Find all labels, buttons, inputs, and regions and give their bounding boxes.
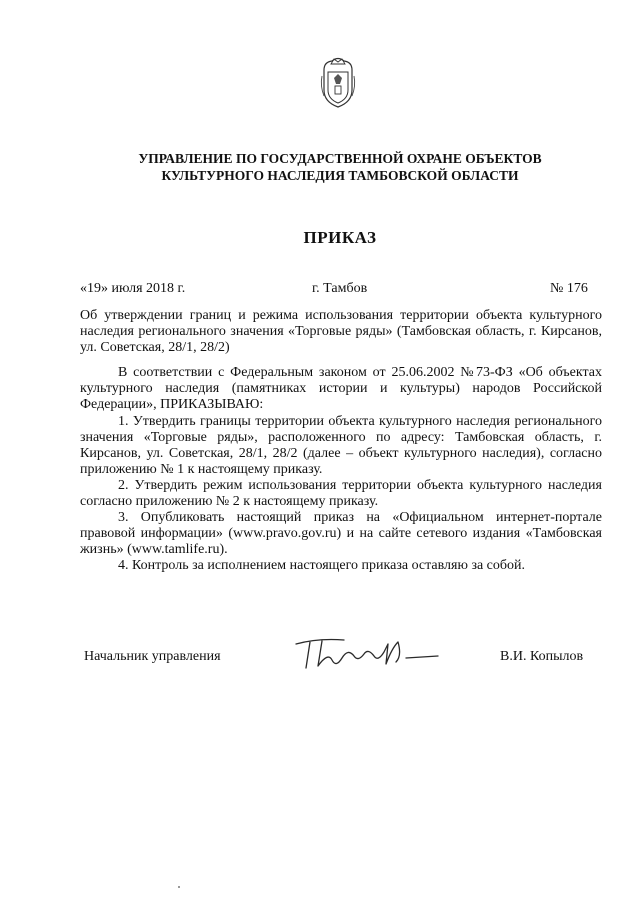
preamble: В соответствии с Федеральным законом от 25.06.2002 №73-ФЗ «Об объектах культурного наследия (памятниках истории и культуры) народов Российской Федерации», ПРИКАЗЫВАЮ:: [80, 365, 602, 412]
organization-line-1: УПРАВЛЕНИЕ ПО ГОСУДАРСТВЕННОЙ ОХРАНЕ ОБЪЕКТОВ: [138, 151, 542, 166]
order-item-4: 4. Контроль за исполнением настоящего приказа оставляю за собой.: [118, 558, 526, 573]
document-date: «19» июля 2018 г.: [80, 281, 186, 296]
signatory-position: Начальник управления: [84, 649, 221, 664]
document-body: [80, 365, 602, 574]
order-item-2: 2. Утвердить режим использования территории объекта культурного наследия согласно приложению № 2 к настоящему приказу.: [80, 478, 602, 509]
order-item-1: 1. Утвердить границы территории объекта культурного наследия регионального значения «Торговые ряды», расположенного по адресу: Тамбовская область, г. Кирсанов, ул. Советская, 28/1, 28/2 (далее – объект культурного наследия), согласно приложению № 1 к настоящему приказу.: [80, 414, 602, 477]
coat-of-arms-icon: [318, 56, 358, 108]
order-item-3: 3. Опубликовать настоящий приказ на «Официальном интернет-портале правовой информации» (www.pravo.gov.ru) и на сайте сетевого издания «Тамбовская жизнь» (www.tamlife.ru).: [80, 510, 602, 557]
document-subject: Об утверждении границ и режима использования территории объекта культурного наследия регионального значения «Торговые ряды» (Тамбовская область, г. Кирсанов, ул. Советская, 28/1, 28/2): [80, 308, 602, 355]
signatory-name: В.И. Копылов: [500, 649, 584, 664]
document-city: г. Тамбов: [312, 281, 368, 296]
organization-header: [60, 150, 620, 184]
organization-line-2: КУЛЬТУРНОГО НАСЛЕДИЯ ТАМБОВСКОЙ ОБЛАСТИ: [161, 168, 519, 183]
scan-speck: [178, 886, 180, 888]
document-number: № 176: [550, 281, 588, 296]
handwritten-signature-icon: [288, 630, 448, 675]
document-title: ПРИКАЗ: [303, 228, 377, 247]
